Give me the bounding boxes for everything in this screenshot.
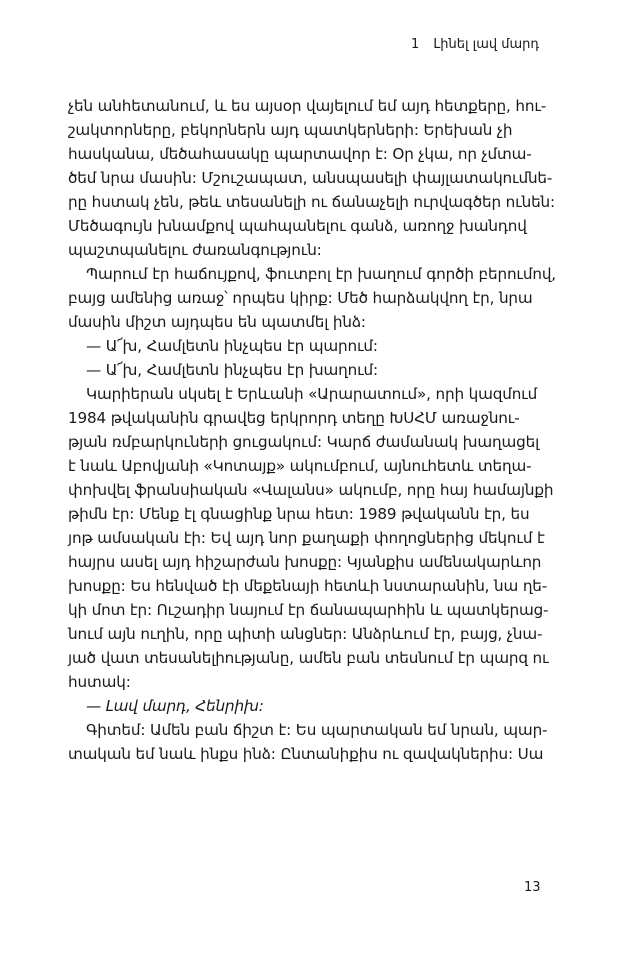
text-line: — Ա՜խ, Համլետն ինչպես էր պարում: xyxy=(86,337,378,355)
text-line: յոթ ամսական էի: Եվ այդ նոր քաղաքի փողոցներից մեկում է xyxy=(68,529,545,547)
text-line: Պարում էր հաճույքով, ֆուտբոլ էր խաղում գործի բերումով, xyxy=(86,265,556,283)
text-line: պաշտպանելու ժառանգություն: xyxy=(68,241,322,259)
text-line: փոխվել ֆրանսիական «Վալանս» ակումբ, որը հայ համայնքի xyxy=(68,481,554,499)
text-line: թիմն էր: Մենք էլ գնացինք նրա հետ: 1989 թվականն էր, ես xyxy=(68,505,530,523)
chapter-title: Լինել լավ մարդ xyxy=(433,37,539,52)
body-text xyxy=(68,94,556,766)
text-line: տական եմ նաև ինքս ինձ: Ընտանիքիս ու զավակներիս: Սա xyxy=(68,745,544,763)
text-line: հստակ: xyxy=(68,673,131,691)
text-line: րը հստակ չեն, թեև տեսանելի ու ճանաչելի ուրվագծեր ունեն: xyxy=(68,193,555,211)
text-line: խոսքը: Ես հենված էի մեքենայի հետևի նստարանին, նա ղե- xyxy=(68,577,548,595)
text-line: նում այն ուղին, որը պիտի անցներ: Անձրևում էր, բայց, չնա- xyxy=(68,625,543,643)
text-line: կի մոտ էր: Ուշադիր նայում էր ճանապարհին և պատկերաց- xyxy=(68,601,549,619)
text-line: հայրս ասել այդ հիշարժան խոսքը: Կյանքիս ամենակարևոր xyxy=(68,553,542,571)
text-line: հասկանա, մեծահասակը պարտավոր է: Օր չկա, որ չմտա- xyxy=(68,145,532,163)
page-number: 13 xyxy=(524,880,541,895)
text-line: 1984 թվականին գրավեց երկրորդ տեղը ԽՍՀՄ առաջնու- xyxy=(68,409,520,427)
text-line: — Ա՜խ, Համլետն ինչպես էր խաղում: xyxy=(86,361,378,379)
text-line: ծեմ նրա մասին: Մշուշապատ, անսպասելի փայլատակումնե- xyxy=(68,169,553,187)
text-line: Մեծագույն խնամքով պահպանելու գանձ, առողջ խանդով xyxy=(68,217,527,235)
text-line: թյան ռմբարկուների ցուցակում: Կարճ ժամանակ խաղացել xyxy=(68,433,540,451)
text-line: — Լավ մարդ, Հենրիխ: xyxy=(86,697,264,715)
chapter-number: 1 xyxy=(410,37,420,52)
text-line: բայց ամենից առաջ՝ որպես կիրք: Մեծ հարձակվող էր, նրա xyxy=(68,289,533,307)
text-line: շակտորները, բեկորներն այդ պատկերների: Երեխան չի xyxy=(68,121,513,139)
text-line: մասին միշտ այդպես են պատմել ինձ: xyxy=(68,313,366,331)
text-line: է նաև Աբովյանի «Կոտայք» ակումբում, այնուհետև տեղա- xyxy=(68,457,532,475)
text-line: Գիտեմ: Ամեն բան ճիշտ է: Ես պարտական եմ նրան, պար- xyxy=(86,721,548,739)
text-line: չեն անհետանում, և ես այսօր վայելում եմ այդ հետքերը, հու- xyxy=(68,97,547,115)
running-head xyxy=(411,37,539,53)
text-line: յած վատ տեսանելիությանը, ամեն բան տեսնում էր պարզ ու xyxy=(68,649,549,667)
text-line: Կարիերան սկսել է Երևանի «Արարատում», որի կազմում xyxy=(86,385,538,403)
